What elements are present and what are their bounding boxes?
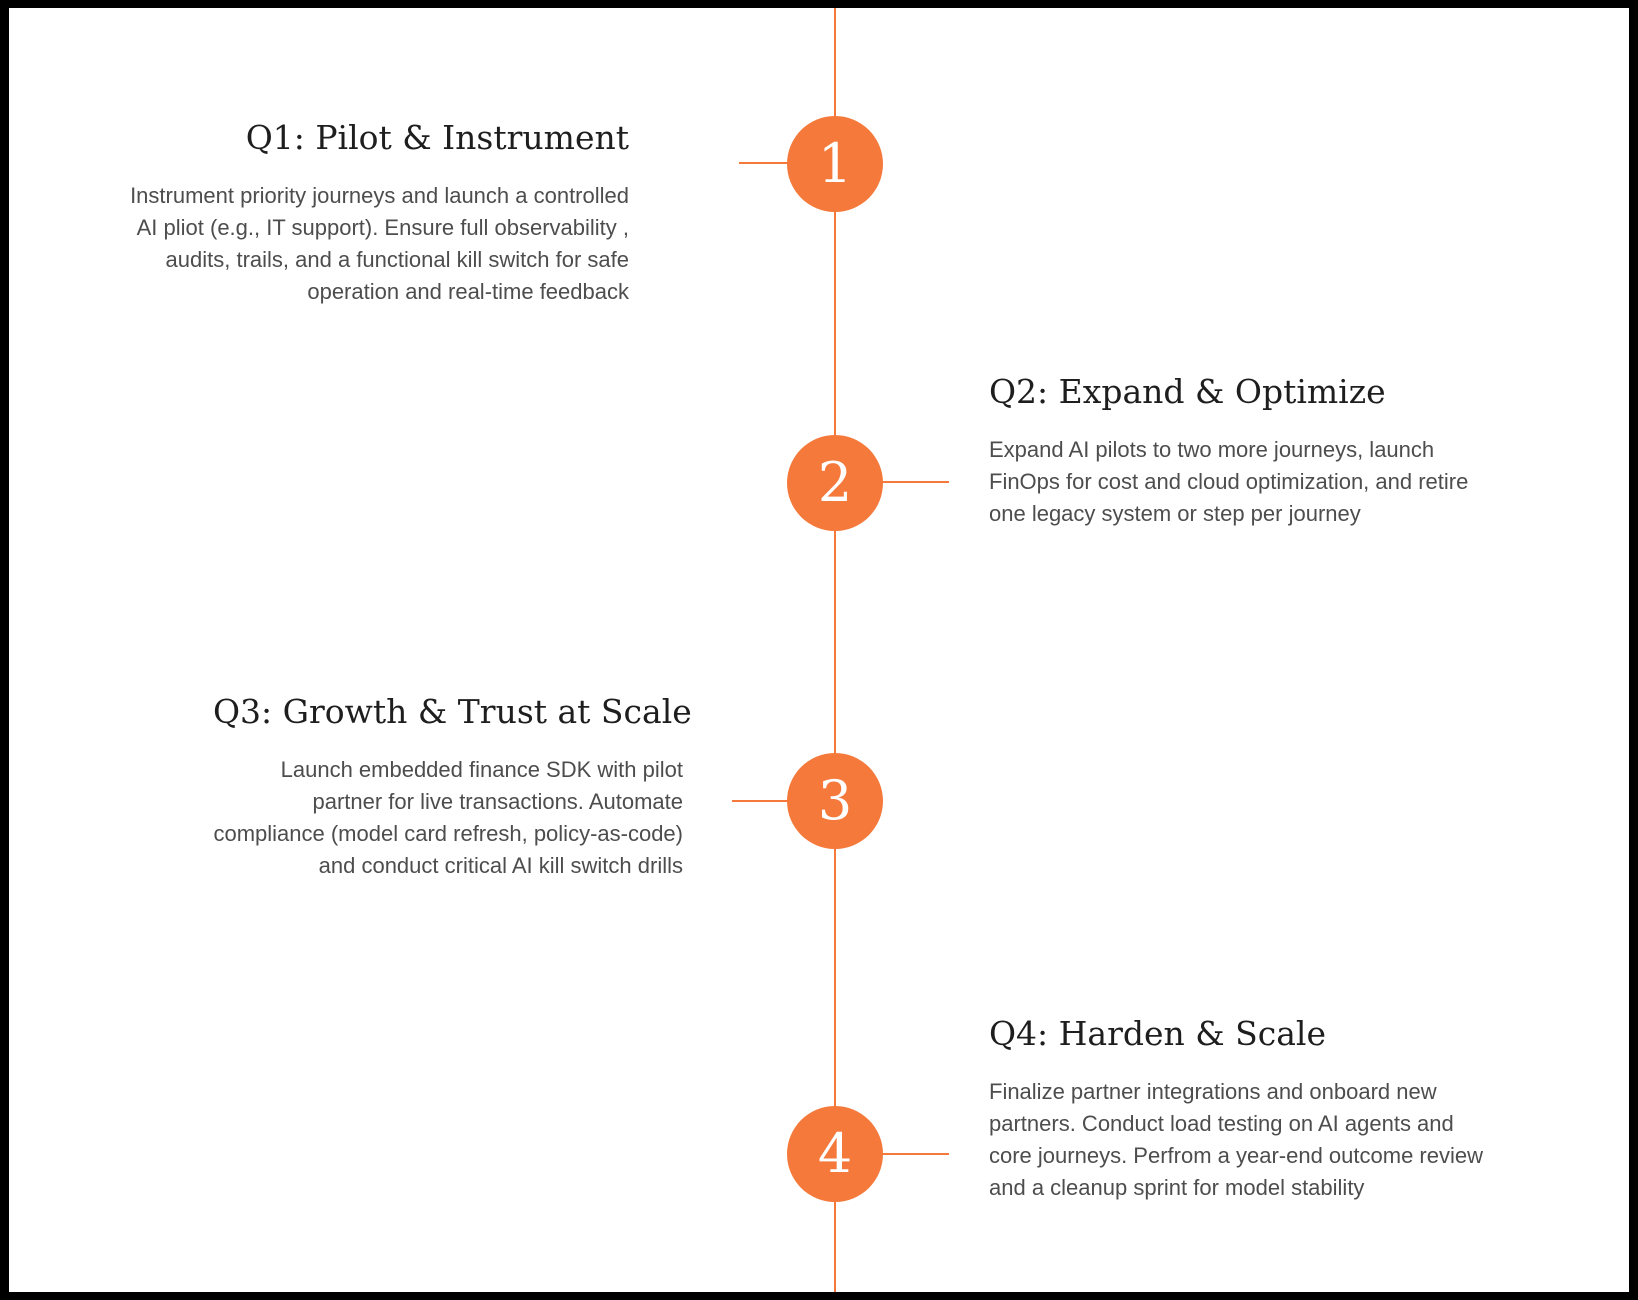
milestone-node-1 — [787, 116, 883, 212]
milestone-q3 — [213, 692, 692, 882]
milestone-q1 — [109, 118, 629, 308]
milestone-description-2: Expand AI pilots to two more journeys, launch FinOps for cost and cloud optimization, and retire one legacy system or step per journey — [989, 436, 1469, 526]
connector-3 — [732, 800, 789, 802]
milestone-description-3: Launch embedded finance SDK with pilot partner for live transactions. Automate compliance (model card refresh, policy-as-code) and conduct critical AI kill switch drills — [213, 756, 683, 878]
milestone-node-4 — [787, 1106, 883, 1202]
milestone-title-2: Q2: Expand & Optimize — [989, 372, 1386, 411]
milestone-node-3 — [787, 753, 883, 849]
connector-1 — [739, 162, 789, 164]
timeline-canvas — [9, 8, 1629, 1292]
milestone-title-1: Q1: Pilot & Instrument — [245, 118, 629, 157]
milestone-q4 — [989, 1014, 1494, 1204]
milestone-title-4: Q4: Harden & Scale — [989, 1014, 1326, 1053]
connector-2 — [881, 481, 949, 483]
milestone-number-4: 4 — [817, 1122, 853, 1185]
milestone-description-1: Instrument priority journeys and launch a controlled AI pliot (e.g., IT support). Ensure full observability , audits, trails, and a functional kill switch for safe operation and real-time feedback — [130, 182, 629, 304]
milestone-q2 — [989, 372, 1479, 530]
milestone-node-2 — [787, 435, 883, 531]
milestone-number-2: 2 — [817, 451, 853, 514]
milestone-title-3: Q3: Growth & Trust at Scale — [213, 692, 692, 731]
milestone-number-1: 1 — [817, 132, 853, 195]
milestone-number-3: 3 — [817, 769, 853, 832]
milestone-description-4: Finalize partner integrations and onboard new partners. Conduct load testing on AI agents and core journeys. Perfrom a year-end outcome review and a cleanup sprint for model stability — [989, 1078, 1483, 1200]
connector-4 — [881, 1153, 949, 1155]
